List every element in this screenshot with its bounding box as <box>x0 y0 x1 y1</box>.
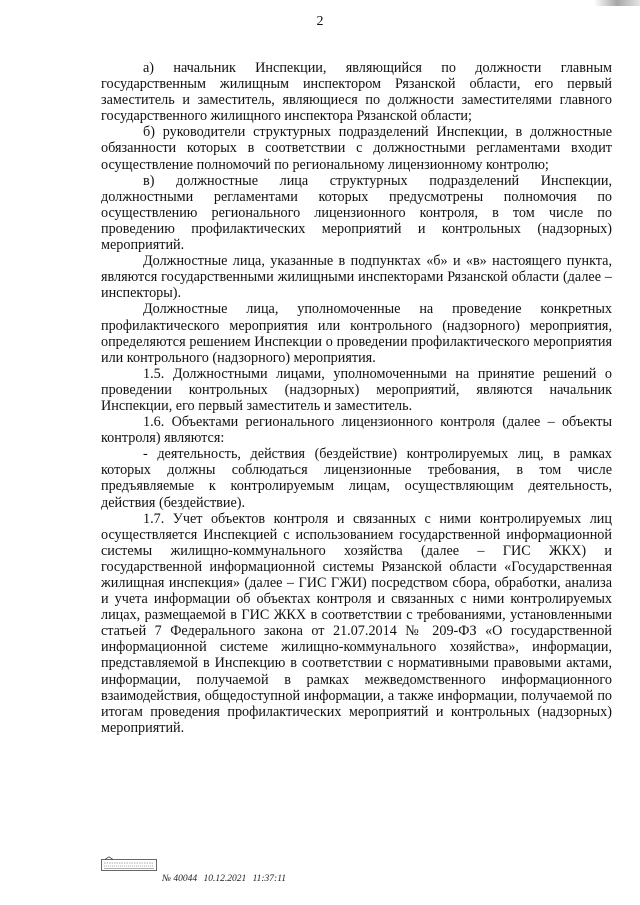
paragraph-item-v: в) должностные лица структурных подразделений Инспекции, должностными регламентами которых предусмотрены полномочия по осуществлению регионального лицензионного контроля, в том числе по проведению профилактических мероприятий и контрольных (надзорных) мероприятий. <box>101 172 612 254</box>
paragraph-item-a: а) начальник Инспекции, являющийся по должности главным государственным жилищным инспектором Рязанской области, его первый заместитель и заместитель, являющиеся по должности заместителями главного государственного жилищного инспектора Рязанской области; <box>101 60 612 125</box>
footer-date: 10.12.2021 <box>203 874 247 884</box>
footer-time: 11:37:11 <box>252 874 287 884</box>
paragraph-control-objects: - деятельность, действия (бездействие) контролируемых лиц, в рамках которых должны соблюдаться лицензионные требования, в том числе предъявляемые к контролируемым лицам, осуществляющим деятельность, действия (бездействие). <box>101 446 612 511</box>
paragraph-inspectors: Должностные лица, указанные в подпунктах «б» и «в» настоящего пункта, являются государственными жилищными инспекторами Рязанской области (далее – инспекторы). <box>101 253 612 302</box>
document-body <box>101 60 612 736</box>
paragraph-1-5: 1.5. Должностными лицами, уполномоченными на принятие решений о проведении контрольных (надзорных) мероприятий, являются начальник Инспекции, его первый заместитель и заместитель. <box>101 365 612 414</box>
paragraph-1-6: 1.6. Объектами регионального лицензионного контроля (далее – объекты контроля) являются: <box>101 414 612 447</box>
footer-doc-number: № 40044 <box>162 874 198 884</box>
document-registration-footer <box>162 874 290 884</box>
paragraph-1-7: 1.7. Учет объектов контроля и связанных с ними контролируемых лиц осуществляется Инспекцией с использованием государственной информационной системы жилищно-коммунального хозяйства (далее – ГИС ЖКХ) и государственной информационной системы Рязанской области «Государственная жилищная инспекция» (далее – ГИС ГЖИ) посредством сбора, обработки, анализа и учета информации об объектах контроля и связанных с ними контролируемых лицах, размещаемой в ГИС ЖКХ в соответствии с требованиями, установленными статьей 7 Федерального закона от 21.07.2014 № 209-ФЗ «О государственной информационной системе жилищно-коммунального хозяйства», информации, представляемой в Инспекцию в соответствии с нормативными правовыми актами, информации, получаемой в рамках межведомственного информационного взаимодействия, общедоступной информации, а также информации, получаемой по итогам проведения профилактических мероприятий и контрольных (надзорных) мероприятий. <box>101 510 612 736</box>
page-number: 2 <box>316 14 324 29</box>
paragraph-item-b: б) руководители структурных подразделений Инспекции, в должностные обязанности которых в соответствии с должностными регламентами входит осуществление полномочий по региональному лицензионному контролю; <box>101 124 612 173</box>
scan-corner-mark <box>594 0 640 6</box>
document-stamp-logo <box>101 856 157 871</box>
paragraph-authorized-officials: Должностные лица, уполномоченные на проведение конкретных профилактического мероприятия или контрольного (надзорного) мероприятия, определяются решением Инспекции о проведении профилактического мероприятия или контрольного (надзорного) мероприятия. <box>101 301 612 366</box>
